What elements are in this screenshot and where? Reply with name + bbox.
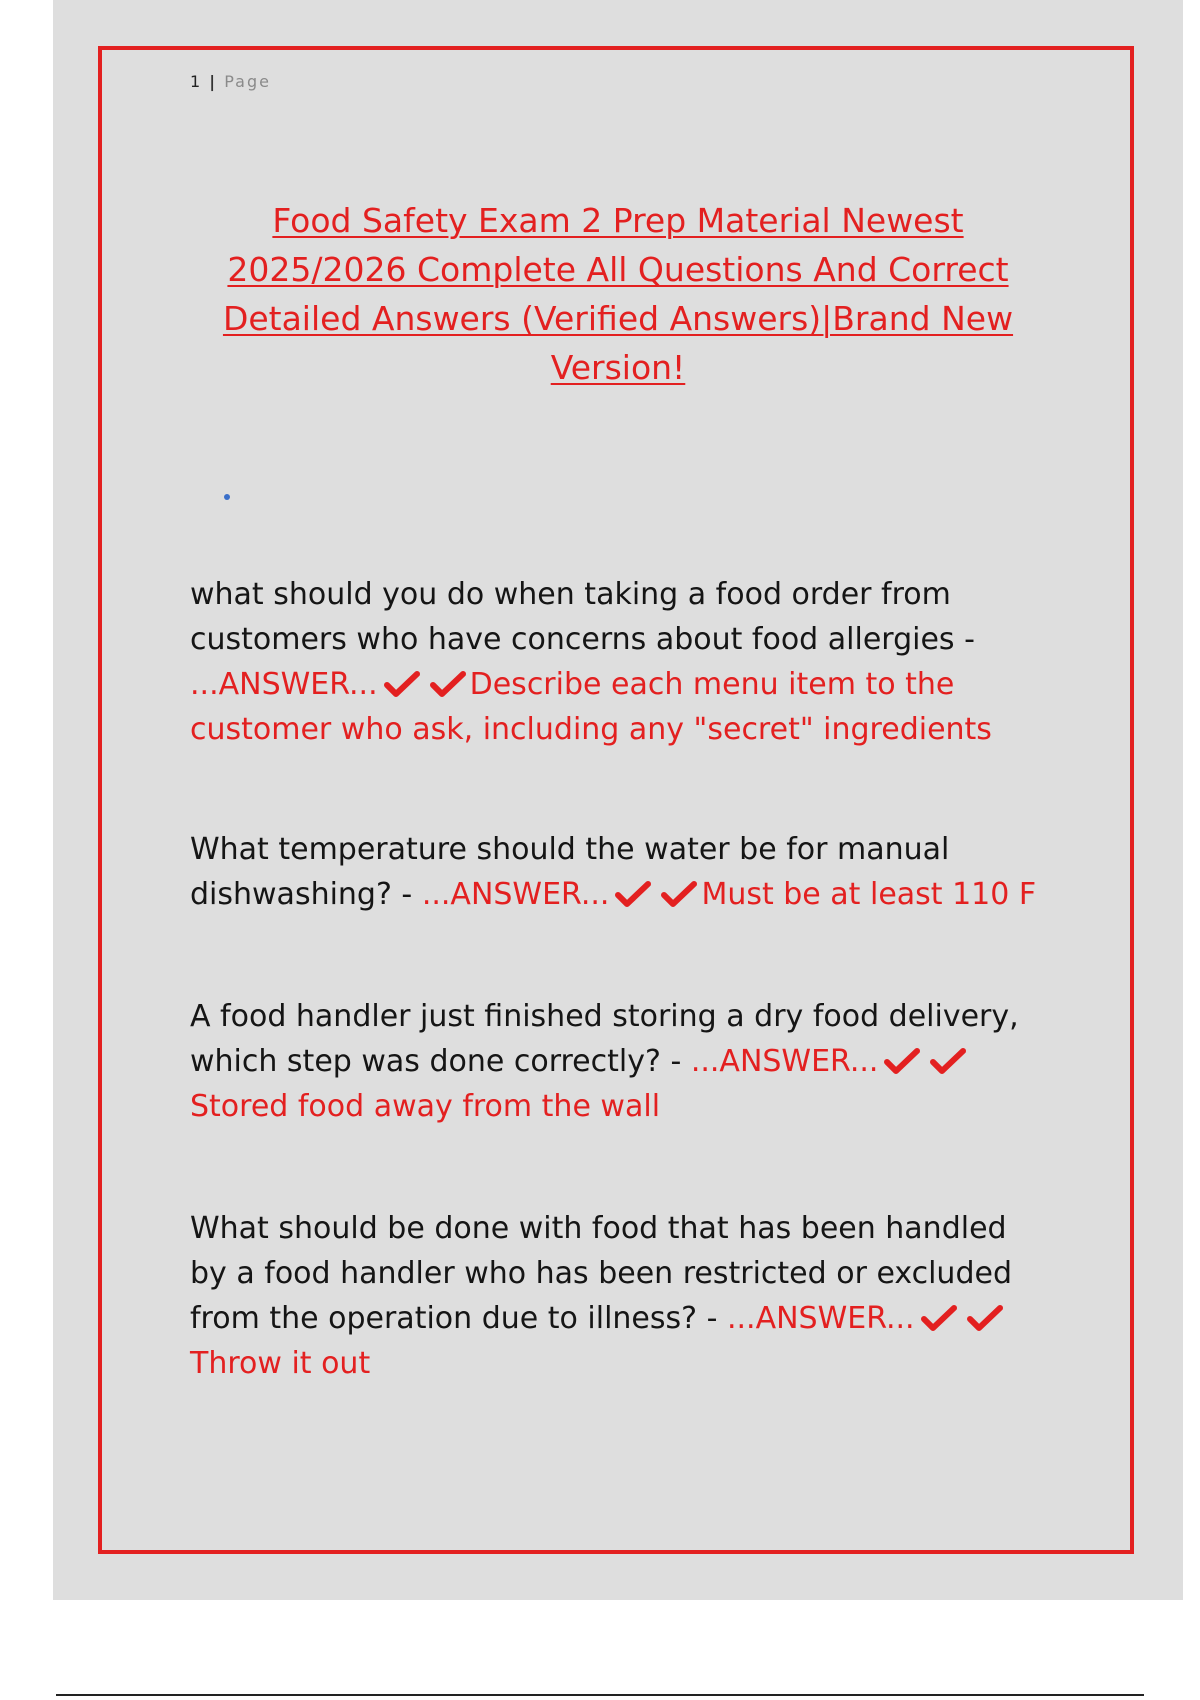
answer-marker: ...ANSWER...: [726, 1301, 915, 1336]
answer-marker: ...ANSWER...: [690, 1044, 879, 1079]
footer-divider: [56, 1694, 1144, 1696]
checkmark-icon: [661, 880, 697, 908]
question-text: What should be done with food that has been handled by a food handler who has been restricted or excluded from the operation due to illness? -: [190, 1211, 1012, 1336]
bullet-dot: [224, 494, 230, 500]
checkmark-icon: [967, 1304, 1003, 1332]
checkmark-icon: [615, 880, 651, 908]
question-text: what should you do when taking a food order from customers who have concerns about food allergies -: [190, 577, 975, 657]
answer-marker: ...ANSWER...: [421, 877, 610, 912]
qa-item: [190, 1206, 1050, 1386]
page-number-label: Page: [224, 72, 271, 91]
answer-text: Stored food away from the wall: [190, 1089, 661, 1124]
document-title: Food Safety Exam 2 Prep Material Newest 2025/2026 Complete All Questions And Correct Detailed Answers (Verified Answers)|Brand New Version!: [222, 201, 1014, 387]
page-number-separator: |: [209, 72, 218, 91]
qa-list: [190, 572, 1050, 1386]
checkmark-icon: [384, 670, 420, 698]
qa-item: [190, 572, 1050, 752]
page-number-value: 1: [190, 72, 203, 91]
checkmark-icon: [921, 1304, 957, 1332]
checkmark-icon: [430, 670, 466, 698]
answer-text: Describe each menu item to the customer who ask, including any "secret" ingredients: [190, 667, 992, 747]
answer-marker: ...ANSWER...: [190, 667, 378, 702]
question-text: What temperature should the water be for manual dishwashing? -: [190, 832, 950, 912]
page-number: [190, 72, 271, 91]
question-text: A food handler just finished storing a dry food delivery, which step was done correctly? -: [190, 999, 1019, 1079]
qa-item: [190, 827, 1050, 917]
qa-item: [190, 994, 1050, 1129]
answer-text: Throw it out: [190, 1346, 371, 1381]
checkmark-icon: [884, 1047, 920, 1075]
answer-text: Must be at least 110 F: [701, 877, 1037, 912]
checkmark-icon: [930, 1047, 966, 1075]
